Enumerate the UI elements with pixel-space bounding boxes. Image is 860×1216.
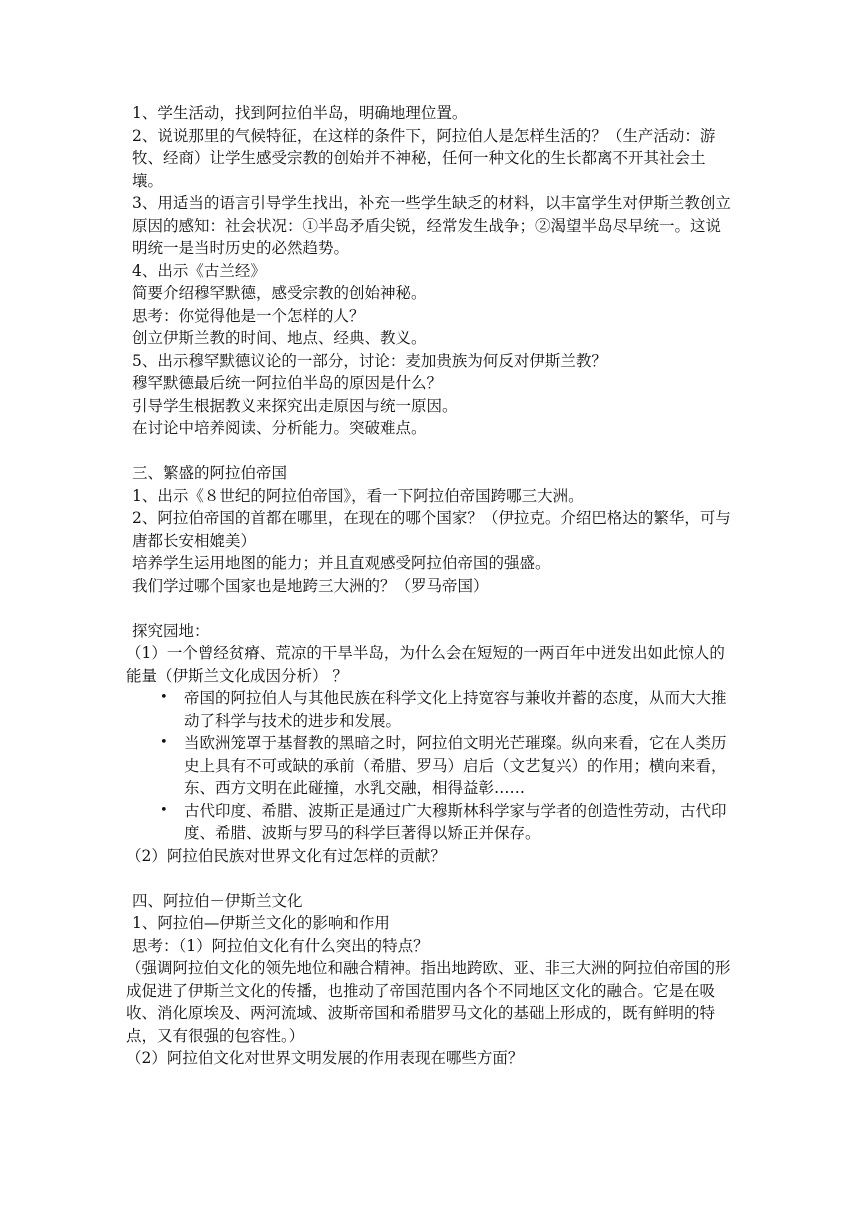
paragraph: 1、出示《８世纪的阿拉伯帝国》，看一下阿拉伯帝国跨哪三大洲。: [132, 486, 584, 505]
paragraph: 思考：（1）阿拉伯文化有什么突出的特点？: [132, 936, 429, 955]
list-item: [132, 732, 732, 800]
spacer: [132, 597, 732, 620]
section-heading: 四、阿拉伯－伊斯兰文化: [132, 891, 303, 910]
paragraph: 1、学生活动，找到阿拉伯半岛，明确地理位置。: [132, 104, 468, 122]
paragraph: 2、说说那里的气候特征，在这样的条件下，阿拉伯人是怎样生活的？（生产活动：游牧、经商）让学生感受宗教的创始并不神秘，任何一种文化的生长都离不开其社会土壤。: [132, 126, 716, 190]
spacer: [132, 867, 732, 890]
paragraph: 引导学生根据教义来探究出走原因与统一原因。: [132, 396, 458, 415]
paragraph: 我们学过哪个国家也是地跨三大洲的？（罗马帝国）: [132, 576, 489, 595]
question: （2）阿拉伯文化对世界文明发展的作用表现在哪些方面？: [126, 1049, 524, 1067]
section-heading: 探究园地：: [132, 621, 210, 640]
paragraph: 培养学生运用地图的能力；并且直观感受阿拉伯帝国的强盛。: [132, 554, 551, 572]
list-item: [132, 687, 732, 732]
paragraph: 穆罕默德最后统一阿拉伯半岛的原因是什么？: [132, 374, 443, 392]
list-item: [132, 800, 732, 845]
paragraph: 简要介绍穆罕默德，感受宗教的创始神秘。: [132, 284, 427, 302]
question: （2）阿拉伯民族对世界文化有过怎样的贡献？: [126, 846, 446, 865]
bullet-icon: •: [160, 735, 168, 750]
bullet-icon: •: [160, 802, 168, 818]
section-heading: 三、繁盛的阿拉伯帝国: [132, 464, 288, 482]
spacer: [132, 440, 732, 463]
document-body: [126, 102, 732, 1070]
list-item-text: 古代印度、希腊、波斯正是通过广大穆斯林科学家与学者的创造性劳动，古代印度、希腊、波斯与罗马的科学巨著得以矫正并保存。: [184, 801, 727, 842]
paragraph: 1、阿拉伯—伊斯兰文化的影响和作用: [132, 914, 390, 932]
list-item-text: 当欧洲笼罩于基督教的黑暗之时，阿拉伯文明光芒璀璨。纵向来看，它在人类历史上具有不可或缺的承前（希腊、罗马）启后（文艺复兴）的作用；横向来看，东、西方文明在此碰撞，水乳交融，相得益彰……: [184, 734, 727, 797]
question: （1）一个曾经贫瘠、荒凉的干旱半岛，为什么会在短短的一两百年中迸发出如此惊人的能量（伊斯兰文化成因分析） ？: [126, 644, 725, 685]
paragraph: 思考：你觉得他是一个怎样的人？: [132, 306, 365, 325]
bullet-list: [132, 687, 732, 845]
bullet-icon: •: [160, 690, 168, 705]
paragraph: 创立伊斯兰教的时间、地点、经典、教义。: [132, 329, 427, 347]
paragraph: 5、出示穆罕默德议论的一部分，讨论：麦加贵族为何反对伊斯兰教？: [132, 351, 607, 370]
paragraph: （强调阿拉伯文化的领先地位和融合精神。指出地跨欧、亚、非三大洲的阿拉伯帝国的形成促进了伊斯兰文化的传播，也推动了帝国范围内各个不同地区文化的融合。它是在吸收、消化原埃及、两河流域、波斯帝国和希腊罗马文化的基础上形成的，既有鲜明的特点，又有很强的包容性。）: [126, 959, 731, 1045]
paragraph: 在讨论中培养阅读、分析能力。突破难点。: [132, 419, 427, 437]
paragraph: 4、出示《古兰经》: [132, 261, 266, 280]
list-item-text: 帝国的阿拉伯人与其他民族在科学文化上持宽容与兼收并蓄的态度，从而大大推动了科学与技术的进步和发展。: [184, 689, 727, 730]
paragraph: 2、阿拉伯帝国的首都在哪里，在现在的哪个国家？（伊拉克。介绍巴格达的繁华，可与唐都长安相媲美）: [132, 509, 731, 550]
paragraph: 3、用适当的语言引导学生找出，补充一些学生缺乏的材料，以丰富学生对伊斯兰教创立原因的感知：社会状况：①半岛矛盾尖锐，经常发生战争；②渴望半岛尽早统一。这说明统一是当时历史的必然趋势。: [132, 194, 731, 257]
